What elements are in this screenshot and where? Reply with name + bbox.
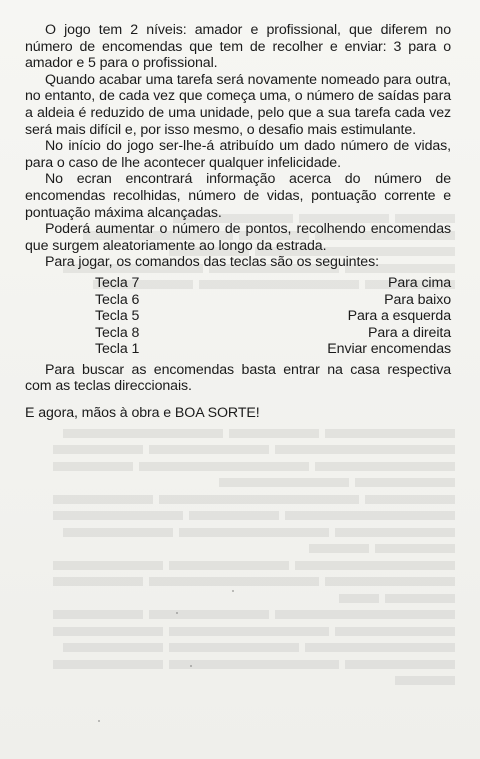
key-action: Para a esquerda bbox=[347, 308, 451, 325]
key-label: Tecla 1 bbox=[95, 341, 140, 358]
paragraph-lives: No início do jogo ser-lhe-á atribuído um dado número de vidas, para o caso de lhe acontecer qualquer infelicidade. bbox=[25, 138, 451, 171]
key-action: Para baixo bbox=[384, 291, 451, 308]
paragraph-levels: O jogo tem 2 níveis: amador e profissional, que diferem no número de encomendas que tem de recolher e enviar: 3 para o amador e 5 para o profissional. bbox=[25, 22, 451, 72]
key-controls-list bbox=[25, 275, 451, 358]
key-action: Para cima bbox=[388, 274, 451, 291]
key-label: Tecla 8 bbox=[95, 324, 140, 341]
paragraph-points: Poderá aumentar o número de pontos, recolhendo encomendas que surgem aleatoriamente ao longo da estrada. bbox=[25, 221, 451, 254]
closing-line: E agora, mãos à obra e BOA SORTE! bbox=[25, 405, 260, 422]
paragraph-controls-intro: Para jogar, os comandos das teclas são os seguintes: bbox=[45, 254, 379, 271]
key-action: Para a direita bbox=[368, 324, 451, 341]
key-label: Tecla 7 bbox=[95, 274, 140, 291]
key-row bbox=[25, 325, 451, 342]
instructions-text bbox=[25, 22, 451, 422]
key-row bbox=[25, 292, 451, 309]
paragraph-tasks: Quando acabar uma tarefa será novamente nomeado para outra, no entanto, de cada vez que começa uma, o número de saídas para a aldeia é reduzido de uma unidade, pelo que a sua tarefa cada vez será mais difícil e, por isso mesmo, o desafio mais estimulante. bbox=[25, 71, 451, 138]
paragraph-screen-info: No ecran encontrará informação acerca do número de encomendas recolhidas, número de vidas, pontuação corrente e pontuação máxima alcançadas. bbox=[25, 171, 451, 221]
key-row bbox=[25, 341, 451, 358]
key-action: Enviar encomendas bbox=[327, 341, 451, 358]
paragraph-fetch-parcels: Para buscar as encomendas basta entrar na casa respectiva com as teclas direccionais. bbox=[25, 361, 451, 395]
key-row bbox=[25, 308, 451, 325]
key-label: Tecla 6 bbox=[95, 291, 140, 308]
key-label: Tecla 5 bbox=[95, 308, 140, 325]
key-row bbox=[25, 275, 451, 292]
